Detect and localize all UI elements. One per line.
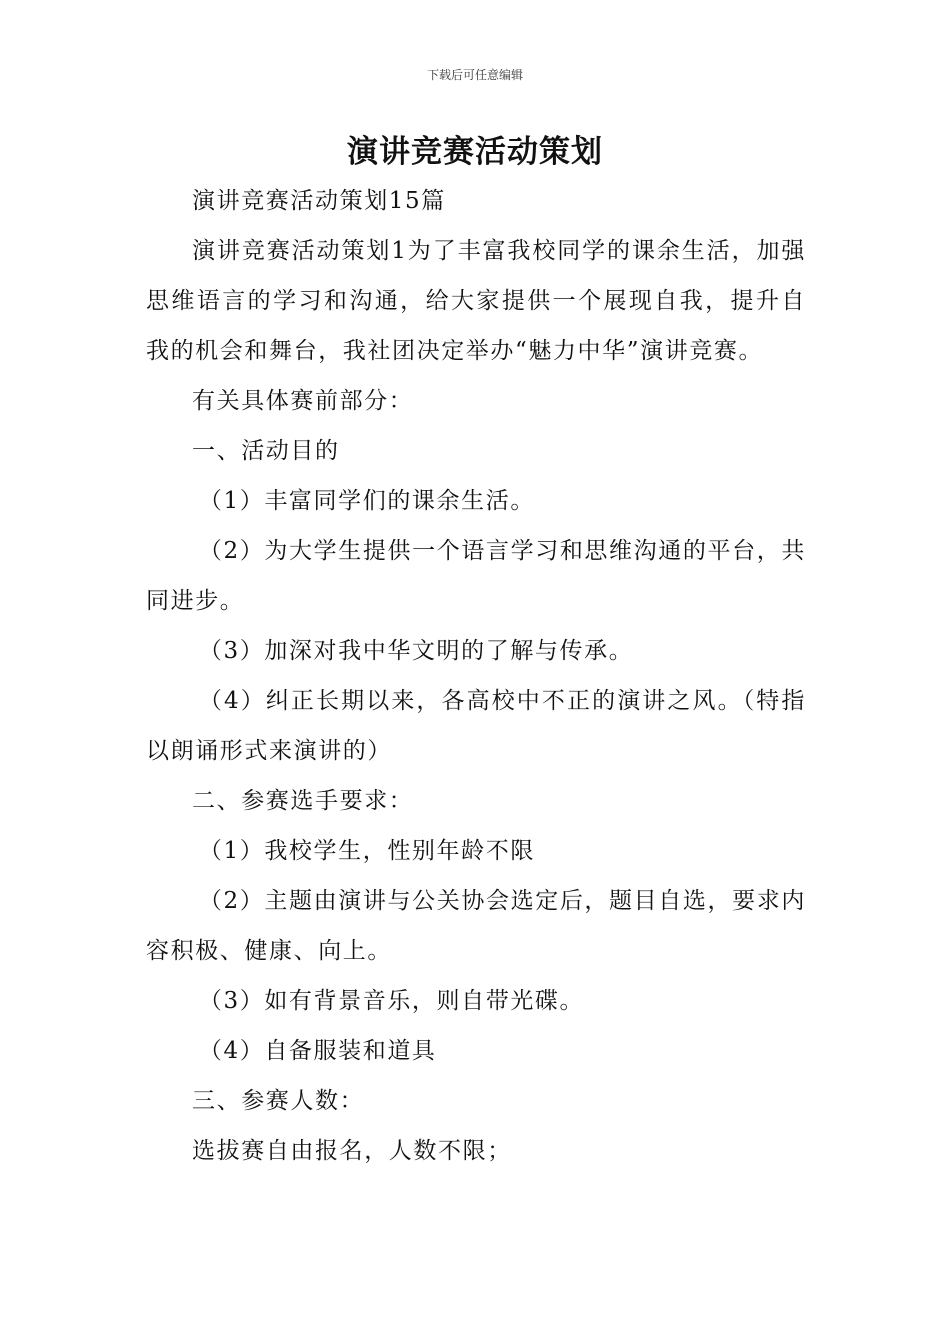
paragraph-subtitle: 演讲竞赛活动策划15篇 (192, 188, 446, 214)
paragraph-section-lead: 有关具体赛前部分： (192, 388, 414, 414)
paragraph-intro: 演讲竞赛活动策划1为了丰富我校同学的课余生活，加强思维语言的学习和沟通，给大家提供一个展现自我，提升自我的机会和舞台，我社团决定举办“魅力中华”演讲竞赛。 (146, 238, 806, 364)
list-item-requirement-1: （1）我校学生，性别年龄不限 (198, 838, 535, 864)
heading-purpose: 一、活动目的 (192, 438, 340, 464)
heading-requirements: 二、参赛选手要求： (192, 788, 414, 814)
document-title: 演讲竞赛活动策划 (347, 134, 603, 170)
list-item-requirement-3: （3）如有背景音乐，则自带光碟。 (198, 988, 585, 1014)
list-item-requirement-2: （2）主题由演讲与公关协会选定后，题目自选，要求内容积极、健康、向上。 (146, 888, 806, 964)
list-item-purpose-3: （3）加深对我中华文明的了解与传承。 (198, 638, 634, 664)
document-body (146, 176, 806, 1176)
list-item-purpose-4: （4）纠正长期以来，各高校中不正的演讲之风。（特指以朗诵形式来演讲的） (146, 688, 806, 764)
list-item-purpose-2: （2）为大学生提供一个语言学习和思维沟通的平台，共同进步。 (146, 538, 806, 614)
header-note: 下载后可任意编辑 (426, 68, 523, 82)
list-item-requirement-4: （4）自备服装和道具 (198, 1038, 437, 1064)
heading-participants: 三、参赛人数： (192, 1088, 365, 1114)
paragraph-participants: 选拔赛自由报名，人数不限； (192, 1138, 512, 1164)
list-item-purpose-1: （1）丰富同学们的课余生活。 (198, 488, 535, 514)
